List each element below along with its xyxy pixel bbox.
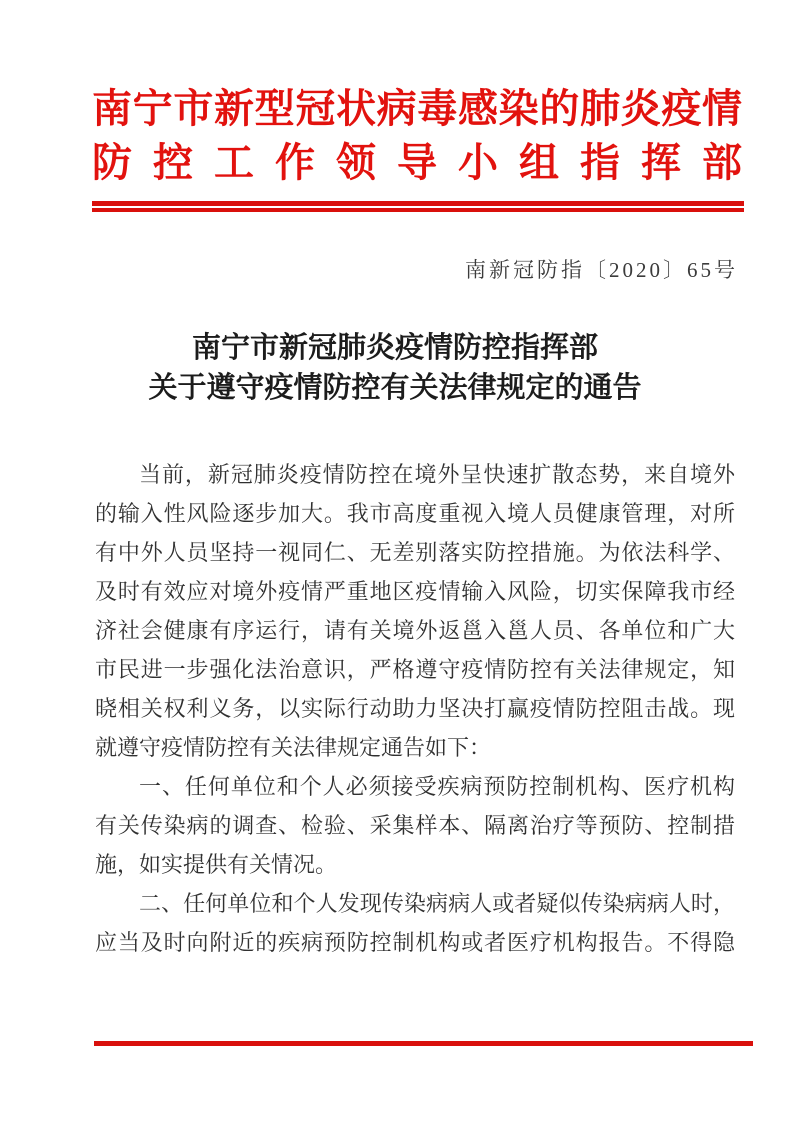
body-line: 应当及时向附近的疾病预防控制机构或者医疗机构报告。不得隐	[95, 930, 735, 955]
body-line: 济社会健康有序运行，请有关境外返邕入邕人员、各单位和广大	[95, 618, 735, 643]
title-line2: 关于遵守疫情防控有关法律规定的通告	[148, 372, 642, 404]
body-line: 就遵守疫情防控有关法律规定通告如下：	[95, 735, 492, 760]
letterhead-line2: 防控工作领导小组指挥部	[92, 140, 742, 185]
title-line1: 南宁市新冠肺炎疫情防控指挥部	[191, 332, 598, 364]
body-line: 有关传染病的调查、检验、采集样本、隔离治疗等预防、控制措	[95, 813, 735, 838]
body-line: 当前，新冠肺炎疫情防控在境外呈快速扩散态势，来自境外	[139, 462, 735, 487]
body-line: 一、任何单位和个人必须接受疾病预防控制机构、医疗机构	[139, 774, 735, 799]
document-title	[55, 328, 735, 408]
body-line: 的输入性风险逐步加大。我市高度重视入境人员健康管理，对所	[95, 501, 735, 526]
document-body	[95, 455, 735, 962]
letterhead-line1: 南宁市新型冠状病毒感染的肺炎疫情	[92, 86, 742, 131]
body-line: 有中外人员坚持一视同仁、无差别落实防控措施。为依法科学、	[95, 540, 735, 565]
body-line: 施，如实提供有关情况。	[95, 852, 338, 877]
header-rule-thin	[92, 208, 744, 212]
body-line: 及时有效应对境外疫情严重地区疫情输入风险，切实保障我市经	[95, 579, 735, 604]
body-line: 市民进一步强化法治意识，严格遵守疫情防控有关法律规定，知	[95, 657, 735, 682]
body-line: 晓相关权利义务，以实际行动助力坚决打赢疫情防控阻击战。现	[95, 696, 735, 721]
footer-rule	[94, 1041, 753, 1046]
header-divider	[92, 201, 744, 212]
body-line: 二、任何单位和个人发现传染病病人或者疑似传染病病人时，	[139, 891, 735, 916]
doc-number: 南新冠防指〔2020〕65号	[465, 258, 738, 282]
